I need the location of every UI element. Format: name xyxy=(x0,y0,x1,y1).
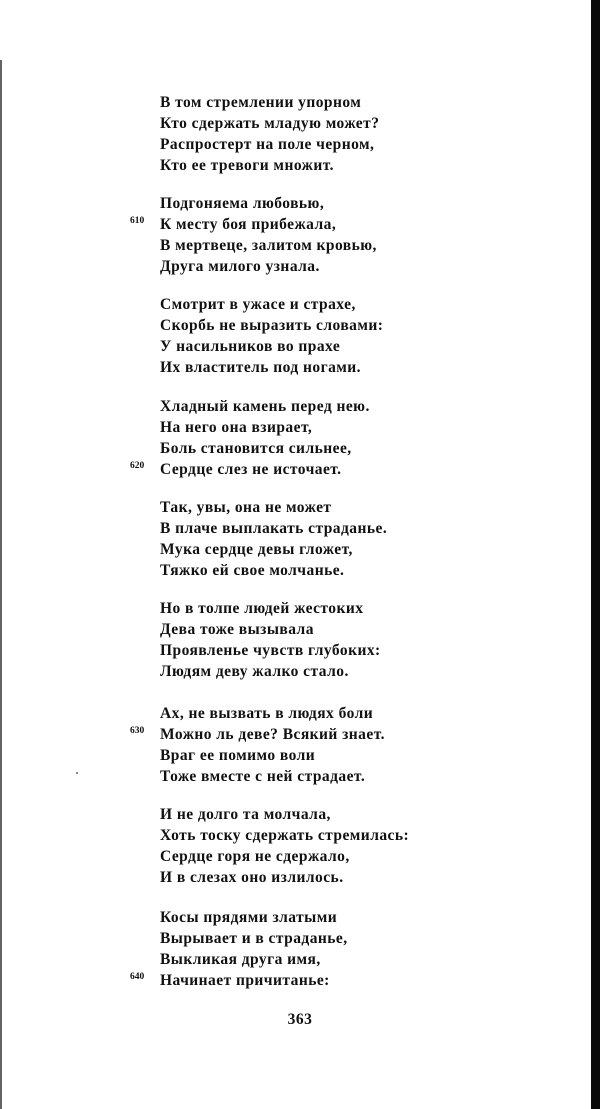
verse-line xyxy=(130,724,460,745)
verse-line xyxy=(130,970,460,991)
verse-line xyxy=(160,560,460,581)
stanza xyxy=(130,193,460,277)
verse-line-text: Хладный камень перед нею. xyxy=(160,398,370,415)
scan-speck xyxy=(76,772,78,774)
verse-line xyxy=(160,518,460,539)
verse-line xyxy=(130,459,460,480)
verse-line xyxy=(160,235,460,256)
stanza xyxy=(160,497,460,581)
verse-line xyxy=(160,949,460,970)
verse-line xyxy=(160,315,460,336)
verse-line-text: В мертвеце, залитом кровью, xyxy=(160,237,377,254)
verse-line-text: Боль становится сильнее, xyxy=(160,440,352,457)
verse-line-text: Враг ее помимо воли xyxy=(160,747,316,764)
verse-line xyxy=(160,867,460,888)
verse-line xyxy=(160,745,460,766)
verse-line-text: Но в толпе людей жестоких xyxy=(160,600,364,617)
stanza xyxy=(130,396,460,480)
verse-line xyxy=(160,357,460,378)
verse-line-text: К месту боя прибежала, xyxy=(160,216,337,233)
verse-line xyxy=(160,804,460,825)
verse-line-text: В том стремлении упорном xyxy=(160,94,362,111)
verse-line xyxy=(160,928,460,949)
verse-line-text: Вырывает и в страданье, xyxy=(160,930,348,947)
verse-line-text: Начинает причитанье: xyxy=(160,972,330,989)
verse-line-text: И не долго та молчала, xyxy=(160,806,331,823)
verse-line-text: Косы прядями златыми xyxy=(160,909,338,926)
verse-line xyxy=(160,417,460,438)
line-number: 630 xyxy=(130,726,145,736)
verse-line-text: Сердце горя не сдержало, xyxy=(160,848,350,865)
verse-line-text: В плаче выплакать страданье. xyxy=(160,520,388,537)
verse-line xyxy=(160,294,460,315)
verse-line-text: Выкликая друга имя, xyxy=(160,951,321,968)
stanza xyxy=(160,92,460,176)
verse-line-text: Людям деву жалко стало. xyxy=(160,663,349,680)
line-number: 640 xyxy=(130,972,145,982)
stanza xyxy=(160,804,460,888)
verse-line-text: Скорбь не выразить словами: xyxy=(160,317,384,334)
verse-line xyxy=(160,640,460,661)
verse-line-text: Дева тоже вызывала xyxy=(160,621,314,638)
verse-line-text: Подгоняема любовью, xyxy=(160,195,325,212)
verse-line xyxy=(160,825,460,846)
line-number: 620 xyxy=(130,461,145,471)
verse-line xyxy=(160,155,460,176)
stanza xyxy=(130,703,460,787)
verse-line xyxy=(160,703,460,724)
verse-line xyxy=(160,438,460,459)
verse-line-text: Сердце слез не источает. xyxy=(160,461,342,478)
verse-line xyxy=(160,907,460,928)
verse-line xyxy=(160,256,460,277)
verse-line xyxy=(130,214,460,235)
verse-line-text: Мука сердце девы гложет, xyxy=(160,541,353,558)
verse-line xyxy=(160,598,460,619)
verse-line-text: Тоже вместе с ней страдает. xyxy=(160,768,366,785)
verse-line-text: У насильников во прахе xyxy=(160,338,341,355)
verse-line-text: Тяжко ей свое молчанье. xyxy=(160,562,345,579)
verse-line xyxy=(160,497,460,518)
page-number: 363 xyxy=(287,1011,313,1028)
verse-line-text: Проявленье чувств глубоких: xyxy=(160,642,381,659)
scan-edge-right xyxy=(591,0,600,1109)
verse-line-text: Можно ль деве? Всякий знает. xyxy=(160,726,385,743)
verse-line xyxy=(160,193,460,214)
stanza xyxy=(130,907,460,991)
stanza xyxy=(160,294,460,378)
verse-line xyxy=(160,661,460,682)
verse-line xyxy=(160,92,460,113)
verse-line xyxy=(160,134,460,155)
verse-line xyxy=(160,113,460,134)
verse-line-text: Кто сдержать младую может? xyxy=(160,115,380,132)
verse-line xyxy=(160,396,460,417)
stanza xyxy=(160,598,460,682)
verse-line-text: Кто ее тревоги множит. xyxy=(160,157,334,174)
verse-line-text: Друга милого узнала. xyxy=(160,258,320,275)
verse-line-text: Распростерт на поле черном, xyxy=(160,136,375,153)
verse-line xyxy=(160,766,460,787)
verse-line-text: Их властитель под ногами. xyxy=(160,359,362,376)
verse-line-text: Хоть тоску сдержать стремилась: xyxy=(160,827,410,844)
scan-edge-left xyxy=(0,60,2,1109)
verse-line-text: Ах, не вызвать в людях боли xyxy=(160,705,374,722)
line-number: 610 xyxy=(130,216,145,226)
verse-line-text: И в слезах оно излилось. xyxy=(160,869,344,886)
verse-line-text: Так, увы, она не может xyxy=(160,499,332,516)
verse-line xyxy=(160,336,460,357)
verse-line xyxy=(160,846,460,867)
verse-line-text: На него она взирает, xyxy=(160,419,313,436)
verse-line xyxy=(160,539,460,560)
verse-line-text: Смотрит в ужасе и страхе, xyxy=(160,296,356,313)
verse-line xyxy=(160,619,460,640)
